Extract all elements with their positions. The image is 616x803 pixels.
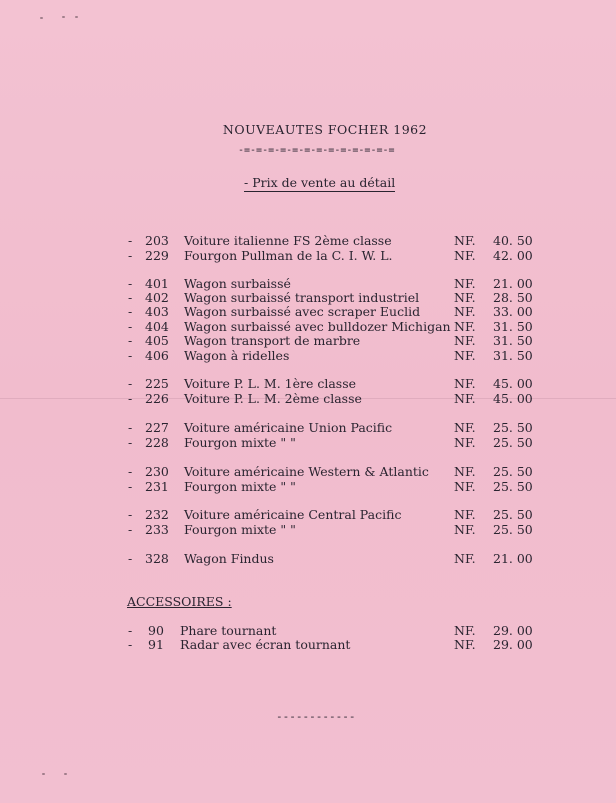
item-currency: NF. — [454, 248, 476, 263]
item-dash: - — [128, 376, 133, 391]
item-description: Wagon surbaissé transport industriel — [184, 290, 420, 305]
item-number: 203 — [145, 233, 169, 248]
item-price: 40. 50 — [493, 233, 533, 248]
item-description: Voiture américaine Western & Atlantic — [184, 464, 429, 479]
item-dash: - — [128, 276, 133, 291]
item-price: 33. 00 — [493, 304, 533, 319]
item-currency: NF. — [454, 233, 476, 248]
title-separator: -=-=-=-=-=-=-=-=-=-=-=-=-= — [238, 145, 395, 156]
item-description: Voiture américaine Central Pacific — [184, 507, 402, 522]
item-description: Voiture italienne FS 2ème classe — [184, 233, 392, 248]
item-price: 31. 50 — [493, 333, 533, 348]
item-description: Fourgon mixte " " — [184, 522, 296, 537]
item-price: 25. 50 — [493, 464, 533, 479]
item-dash: - — [128, 623, 133, 638]
paper-speck — [62, 16, 65, 18]
item-price: 42. 00 — [493, 248, 533, 263]
item-number: 401 — [145, 276, 169, 291]
item-currency: NF. — [454, 507, 476, 522]
item-price: 25. 50 — [493, 507, 533, 522]
item-currency: NF. — [454, 479, 476, 494]
item-number: 90 — [148, 623, 164, 638]
item-dash: - — [128, 551, 133, 566]
item-number: 230 — [145, 464, 169, 479]
item-number: 226 — [145, 391, 169, 406]
item-dash: - — [128, 479, 133, 494]
item-currency: NF. — [454, 435, 476, 450]
item-number: 227 — [145, 420, 169, 435]
item-price: 25. 50 — [493, 420, 533, 435]
item-dash: - — [128, 507, 133, 522]
item-price: 31. 50 — [493, 348, 533, 363]
document-title: NOUVEAUTES FOCHER 1962 — [222, 122, 428, 137]
item-price: 25. 50 — [493, 479, 533, 494]
item-dash: - — [128, 435, 133, 450]
item-number: 232 — [145, 507, 169, 522]
item-price: 45. 00 — [493, 391, 533, 406]
item-price: 25. 50 — [493, 435, 533, 450]
paper-speck — [42, 773, 45, 775]
item-price: 21. 00 — [493, 276, 533, 291]
paper-speck — [64, 773, 67, 775]
item-currency: NF. — [454, 637, 476, 652]
item-description: Radar avec écran tournant — [180, 637, 351, 652]
item-description: Voiture américaine Union Pacific — [184, 420, 393, 435]
item-currency: NF. — [454, 391, 476, 406]
item-dash: - — [128, 290, 133, 305]
item-description: Wagon Findus — [184, 551, 274, 566]
item-price: 25. 50 — [493, 522, 533, 537]
item-number: 404 — [145, 319, 169, 334]
item-dash: - — [128, 304, 133, 319]
item-price: 29. 00 — [493, 623, 533, 638]
item-number: 233 — [145, 522, 169, 537]
item-currency: NF. — [454, 276, 476, 291]
item-description: Wagon transport de marbre — [184, 333, 361, 348]
item-description: Wagon surbaissé avec scraper Euclid — [184, 304, 421, 319]
item-dash: - — [128, 248, 133, 263]
item-currency: NF. — [454, 290, 476, 305]
item-currency: NF. — [454, 420, 476, 435]
item-description: Fourgon mixte " " — [184, 479, 296, 494]
item-price: 28. 50 — [493, 290, 533, 305]
paper-speck — [75, 16, 78, 18]
item-currency: NF. — [454, 522, 476, 537]
paper-speck — [40, 17, 43, 19]
item-currency: NF. — [454, 623, 476, 638]
end-separator: ------------ — [276, 710, 356, 723]
item-price: 45. 00 — [493, 376, 533, 391]
item-description: Fourgon Pullman de la C. I. W. L. — [184, 248, 393, 263]
item-dash: - — [128, 420, 133, 435]
item-currency: NF. — [454, 376, 476, 391]
item-currency: NF. — [454, 348, 476, 363]
item-number: 228 — [145, 435, 169, 450]
item-dash: - — [128, 348, 133, 363]
item-price: 31. 50 — [493, 319, 533, 334]
item-dash: - — [128, 464, 133, 479]
item-price: 21. 00 — [493, 551, 533, 566]
item-description: Phare tournant — [180, 623, 277, 638]
item-dash: - — [128, 233, 133, 248]
item-dash: - — [128, 319, 133, 334]
item-description: Wagon surbaissé — [184, 276, 291, 291]
item-number: 403 — [145, 304, 169, 319]
accessories-heading: ACCESSOIRES : — [127, 594, 232, 609]
item-dash: - — [128, 637, 133, 652]
item-dash: - — [128, 333, 133, 348]
item-number: 231 — [145, 479, 169, 494]
item-description: Fourgon mixte " " — [184, 435, 296, 450]
item-number: 406 — [145, 348, 169, 363]
item-currency: NF. — [454, 304, 476, 319]
item-currency: NF. — [454, 464, 476, 479]
item-number: 91 — [148, 637, 164, 652]
item-price: 29. 00 — [493, 637, 533, 652]
item-currency: NF. — [454, 319, 476, 334]
item-dash: - — [128, 391, 133, 406]
item-description: Voiture P. L. M. 1ère classe — [184, 376, 357, 391]
item-dash: - — [128, 522, 133, 537]
item-currency: NF. — [454, 333, 476, 348]
document-subtitle: - Prix de vente au détail — [244, 175, 396, 190]
item-number: 328 — [145, 551, 169, 566]
item-description: Wagon surbaissé avec bulldozer Michigan — [184, 319, 451, 334]
item-description: Wagon à ridelles — [184, 348, 290, 363]
item-description: Voiture P. L. M. 2ème classe — [184, 391, 362, 406]
item-number: 229 — [145, 248, 169, 263]
item-number: 402 — [145, 290, 169, 305]
item-currency: NF. — [454, 551, 476, 566]
item-number: 405 — [145, 333, 169, 348]
item-number: 225 — [145, 376, 169, 391]
